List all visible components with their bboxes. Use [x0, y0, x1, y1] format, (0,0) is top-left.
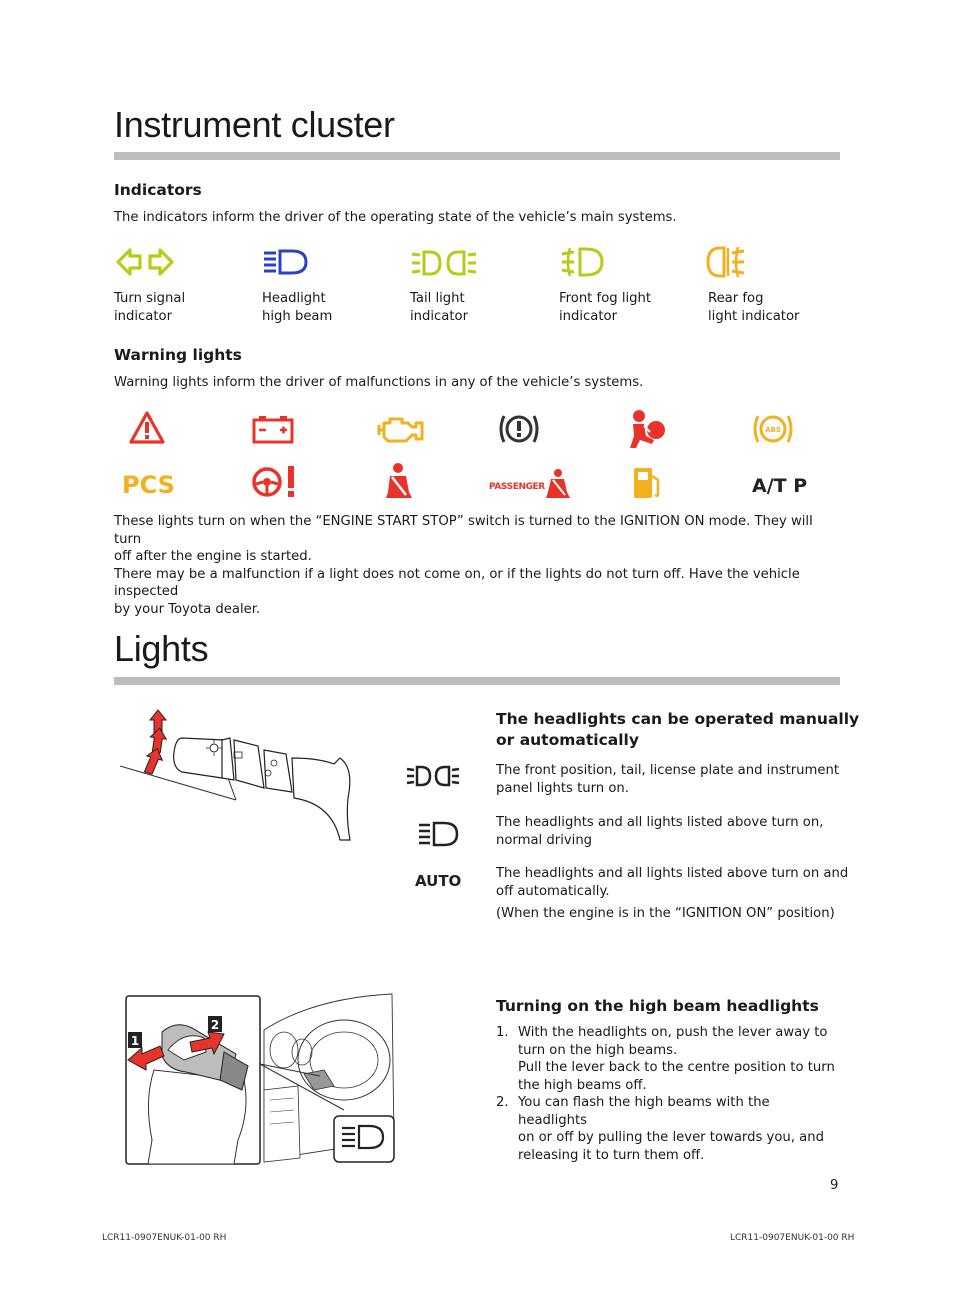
steering-warning-icon	[250, 462, 300, 502]
headlight-description: The headlights and all lights listed above turn on, normal driving	[496, 815, 824, 848]
at-p-icon	[750, 472, 814, 498]
doc-code-right: LCR11-0907ENUK-01-00 RH	[730, 1233, 855, 1243]
light-switch-lever-illustration	[118, 708, 358, 843]
rear-fog-light-icon	[706, 244, 750, 280]
brake-icon	[496, 410, 542, 448]
doc-code-left: LCR11-0907ENUK-01-00 RH	[102, 1233, 227, 1243]
pcs-label: PCS	[122, 471, 175, 498]
step-1: 1. With the headlights on, push the lever away to turn on the high beams. Pull the lever back to the centre position to turn the high beams off.	[496, 1025, 835, 1093]
headlights-manual-heading: The headlights can be operated manually or automatically	[496, 710, 860, 749]
section-divider	[114, 677, 840, 685]
section-title-instrument-cluster: Instrument cluster	[114, 104, 395, 145]
high-beam-lever-illustration	[124, 990, 396, 1166]
auto-note: (When the engine is in the “IGNITION ON” position)	[496, 906, 835, 921]
auto-description: The headlights and all lights listed above turn on and off automatically.	[496, 866, 849, 899]
indicator-caption-tail-light: Tail light indicator	[410, 291, 469, 324]
auto-icon	[414, 869, 464, 891]
at-p-label: A/T P	[752, 475, 808, 497]
high-beam-heading: Turning on the high beam headlights	[496, 997, 819, 1015]
seatbelt-icon	[382, 462, 416, 502]
step-number: 1.	[496, 1025, 509, 1040]
section-title-lights: Lights	[114, 628, 209, 669]
indicators-intro: The indicators inform the driver of the operating state of the vehicle’s main systems.	[114, 210, 677, 225]
battery-icon	[250, 413, 296, 445]
turn-signal-icon	[114, 244, 178, 280]
section-divider	[114, 152, 840, 160]
auto-label: AUTO	[415, 872, 462, 890]
engine-icon	[376, 413, 426, 445]
passenger-label: PASSENGER	[489, 482, 545, 492]
indicator-caption-turn-signal: Turn signal indicator	[114, 291, 186, 324]
indicator-caption-rear-fog: Rear fog light indicator	[708, 291, 800, 324]
master-warning-icon	[128, 410, 166, 446]
page-number: 9	[830, 1178, 839, 1193]
indicator-caption-headlight-high-beam: Headlight high beam	[262, 291, 333, 324]
warning-lights-heading: Warning lights	[114, 346, 242, 364]
warning-lights-paragraph: These lights turn on when the “ENGINE START STOP” switch is turned to the IGNITION ON mode. They will turn off after the engine is started. There may be a malfunction if a light does not come on, or if the lights do not turn off. Have the vehicle inspected by your Toyota dealer.	[114, 514, 813, 617]
high-beam-steps	[496, 1024, 840, 1164]
pcs-icon	[120, 468, 176, 498]
step-number: 2.	[496, 1095, 509, 1110]
headlight-high-beam-icon	[262, 247, 310, 279]
callout-1: 1	[130, 1034, 140, 1048]
warning-lights-intro: Warning lights inform the driver of malfunctions in any of the vehicle’s systems.	[114, 375, 644, 390]
headlight-icon	[418, 820, 460, 848]
tail-light-icon	[410, 247, 480, 279]
abs-label: ABS	[765, 426, 781, 434]
tail-light-description: The front position, tail, license plate and instrument panel lights turn on.	[496, 763, 840, 796]
indicators-heading: Indicators	[114, 181, 202, 199]
callout-2: 2	[210, 1018, 220, 1032]
step-2: 2. You can flash the high beams with the headlights on or off by pulling the lever towards you, and releasing it to turn them off.	[496, 1095, 824, 1163]
tail-light-icon	[406, 763, 462, 789]
passenger-seatbelt-icon	[488, 468, 574, 500]
front-fog-light-icon	[560, 245, 608, 279]
abs-icon	[750, 410, 796, 448]
fuel-icon	[630, 464, 664, 502]
indicator-caption-front-fog: Front fog light indicator	[559, 291, 652, 324]
airbag-icon	[624, 408, 668, 450]
